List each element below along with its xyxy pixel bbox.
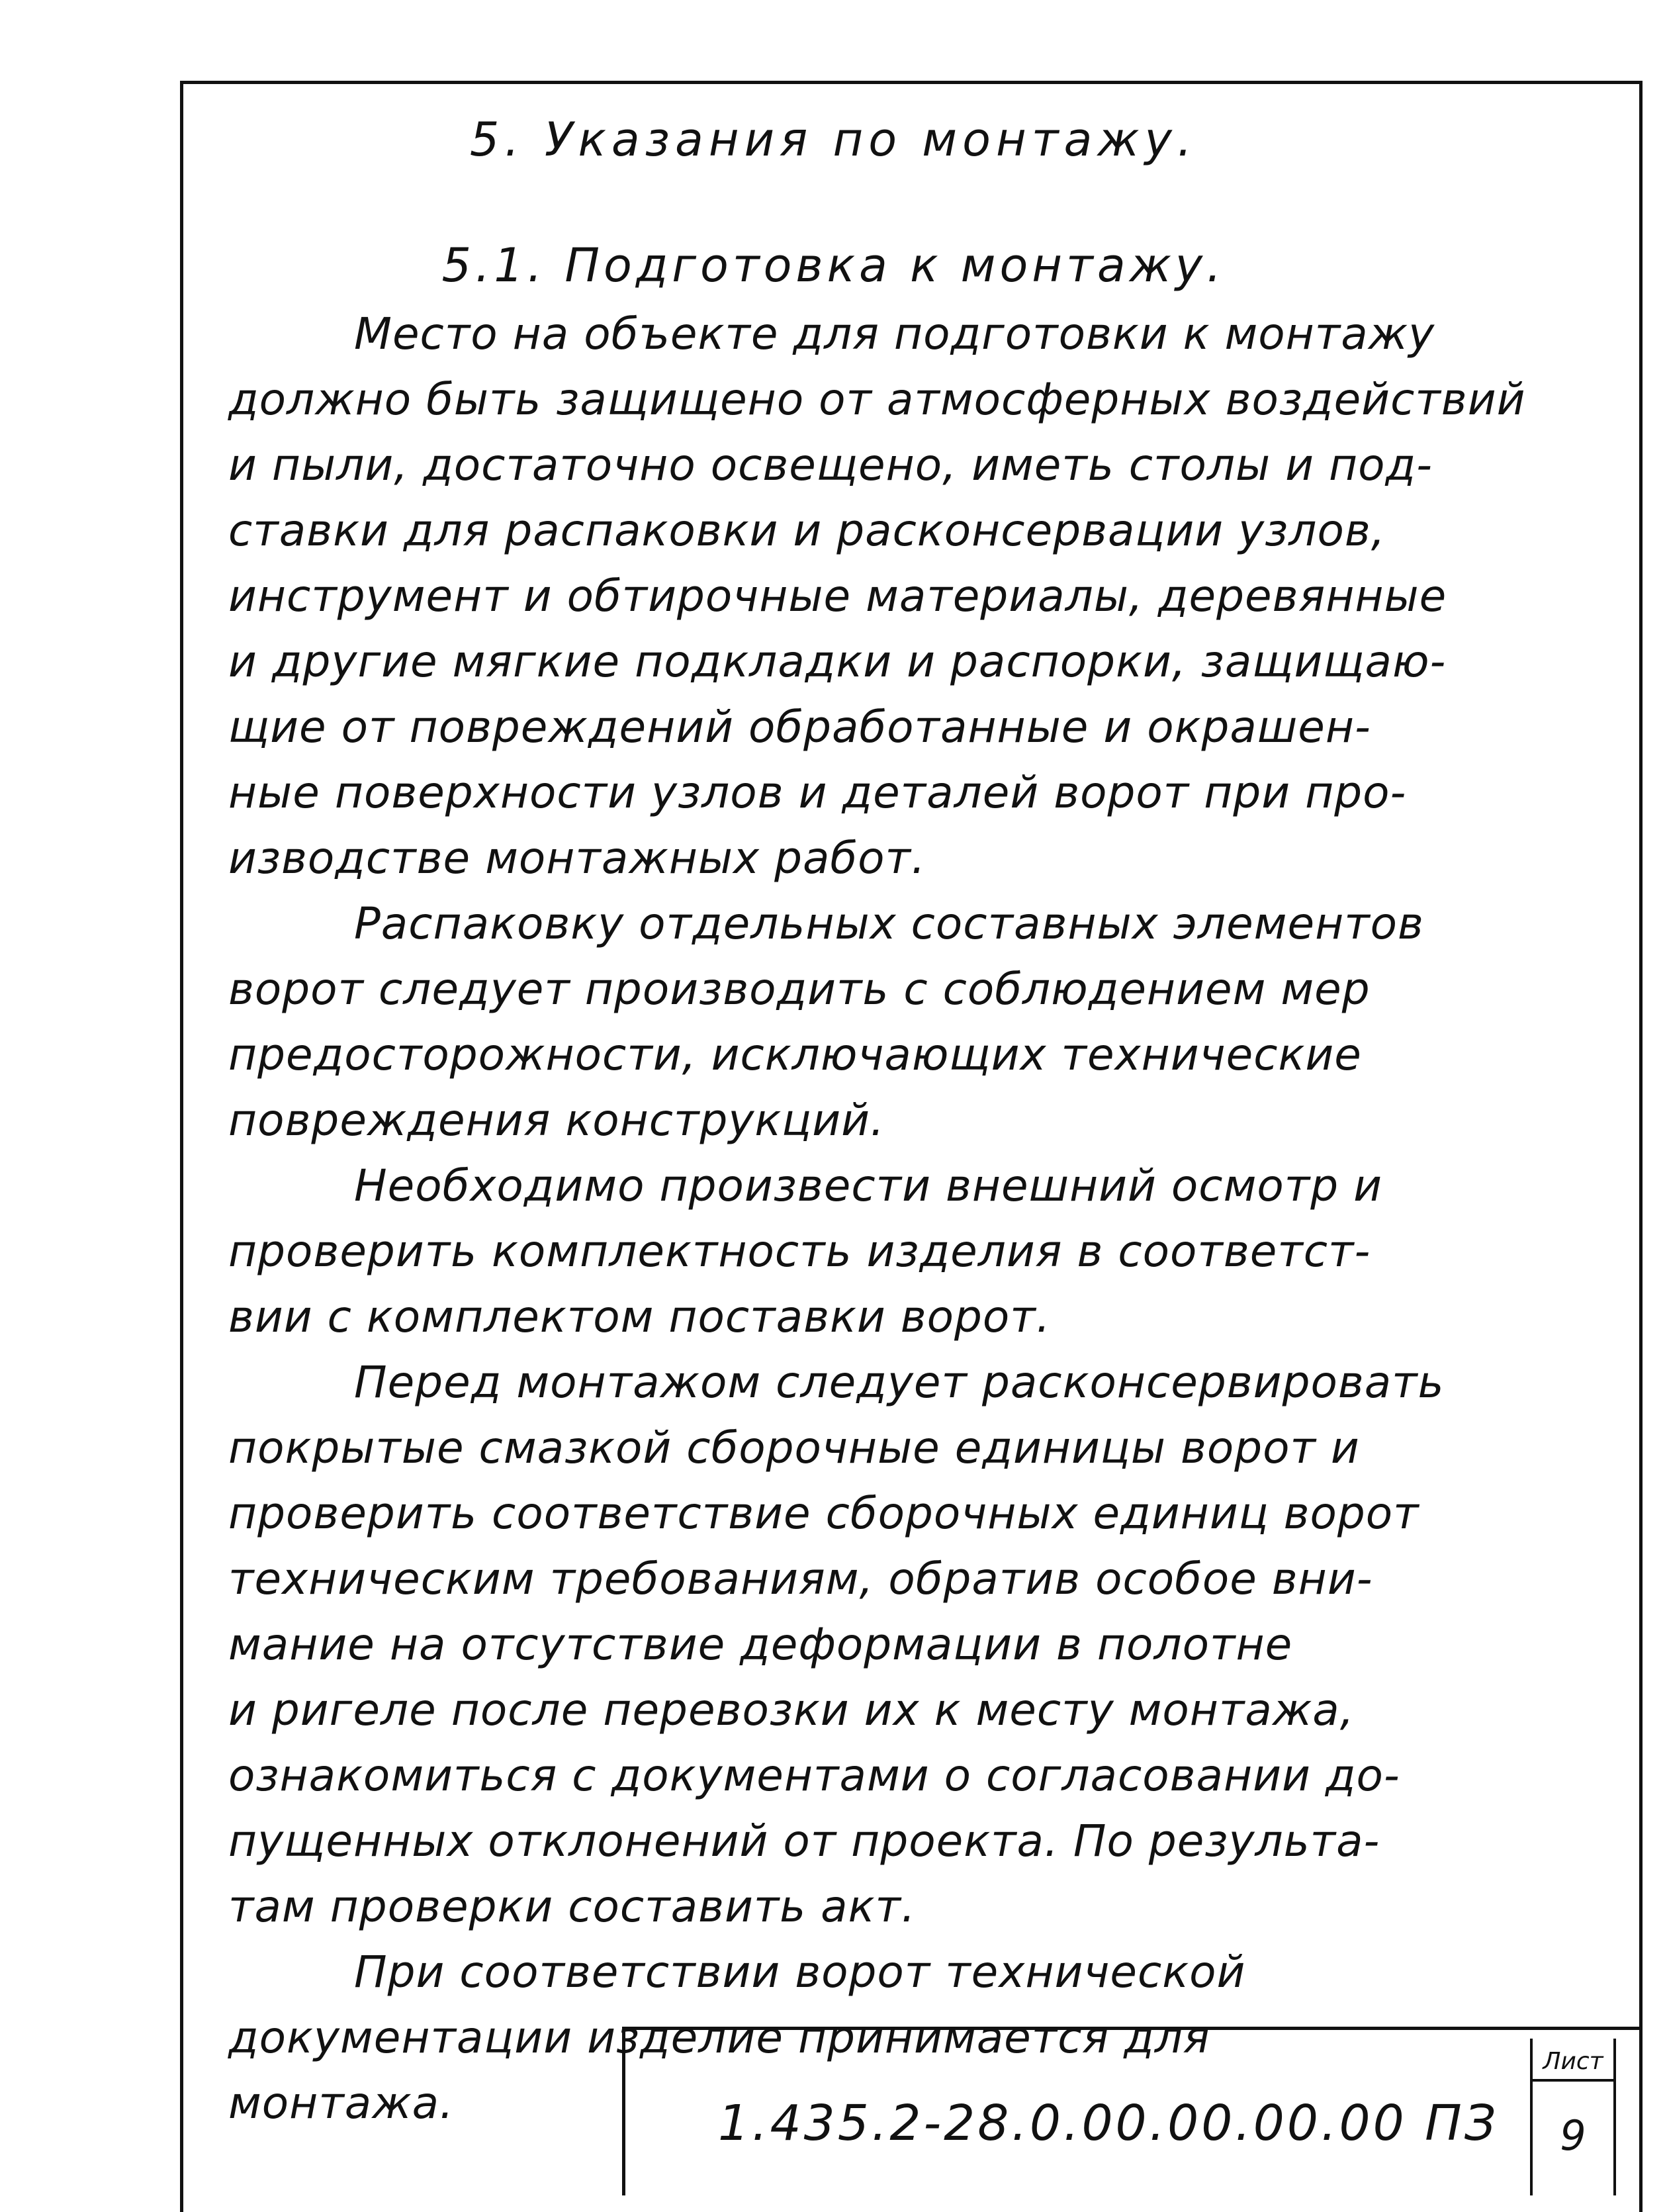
text-line: покрытые смазкой сборочные единицы ворот и [228, 1422, 1360, 1473]
paragraph [228, 1153, 1565, 1350]
subsection-title: 5.1. Подготовка к монтажу. [441, 238, 1226, 293]
text-line: ознакомиться с документами о согласовании до- [228, 1750, 1400, 1801]
text-line: повреждения конструкций. [228, 1095, 885, 1146]
text-line: ставки для распаковки и расконсервации узлов, [228, 505, 1386, 556]
text-line: Распаковку отдельных составных элементов [354, 898, 1424, 949]
text-line: Перед монтажом следует расконсервировать [354, 1357, 1445, 1408]
sheet-number: 9 [1560, 2111, 1586, 2160]
text-line: вии с комплектом поставки ворот. [228, 1291, 1051, 1342]
text-line: и пыли, достаточно освещено, иметь столы и под- [228, 439, 1433, 490]
text-line: техническим требованиям, обратив особое вни- [228, 1553, 1373, 1604]
paragraph [228, 891, 1565, 1153]
text-line: пущенных отклонений от проекта. По результа- [228, 1816, 1380, 1866]
text-line: документации изделие принимается для [228, 2012, 1210, 2063]
text-line: инструмент и обтирочные материалы, деревянные [228, 571, 1447, 622]
text-line: изводстве монтажных работ. [228, 833, 926, 884]
sheet-cell [1530, 2039, 1616, 2195]
text-line: щие от повреждений обработанные и окрашен- [228, 702, 1371, 753]
body-text [228, 301, 1565, 2136]
text-line: Необходимо произвести внешний осмотр и [354, 1160, 1382, 1211]
text-line: ворот следует производить с соблюдением мер [228, 964, 1371, 1015]
paragraph [228, 301, 1565, 891]
text-line: При соответствии ворот технической [354, 1947, 1246, 1998]
sheet-label: Лист [1533, 2048, 1613, 2082]
text-line: проверить соответствие сборочных единиц ворот [228, 1488, 1419, 1539]
document-code: 1.435.2-28.0.00.00.00.00 ПЗ [718, 2095, 1499, 2152]
text-line: должно быть защищено от атмосферных воздействий [228, 374, 1526, 425]
text-line: предосторожности, исключающих технические [228, 1029, 1362, 1080]
text-line: Место на объекте для подготовки к монтажу [354, 308, 1435, 359]
text-line: проверить комплектность изделия в соответст- [228, 1226, 1371, 1277]
text-line: монтажа. [228, 2078, 455, 2129]
section-title: 5. Указания по монтажу. [469, 113, 1198, 167]
text-line: ные поверхности узлов и деталей ворот при про- [228, 767, 1407, 818]
text-line: и ригеле после перевозки их к месту монтажа, [228, 1684, 1355, 1735]
text-line: и другие мягкие подкладки и распорки, защищаю- [228, 636, 1447, 687]
text-line: мание на отсутствие деформации в полотне [228, 1619, 1293, 1670]
text-line: там проверки составить акт. [228, 1881, 916, 1932]
paragraph [228, 1350, 1565, 1939]
